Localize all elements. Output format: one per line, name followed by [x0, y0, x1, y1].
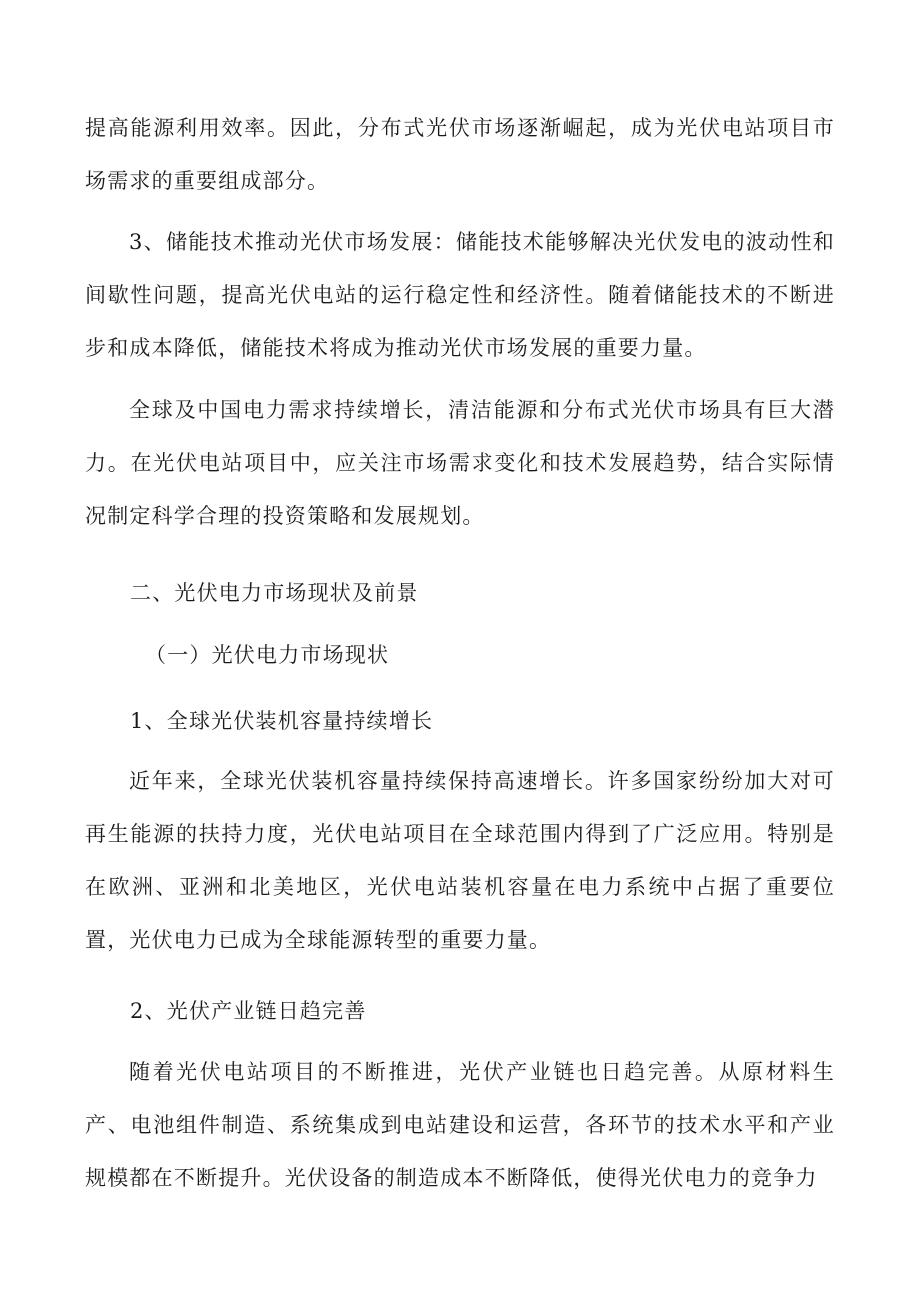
paragraph-demand-summary: 全球及中国电力需求持续增长，清洁能源和分布式光伏市场具有巨大潜力。在光伏电站项目中，应关注市场需求变化和技术发展趋势，结合实际情况制定科学合理的投资策略和发展规划。	[85, 398, 835, 528]
paragraph-global-capacity: 近年来，全球光伏装机容量持续保持高速增长。许多国家纷纷加大对可再生能源的扶持力度，光伏电站项目在全球范围内得到了广泛应用。特别是在欧洲、亚洲和北美地区，光伏电站装机容量在电力系统中占据了重要位置，光伏电力已成为全球能源转型的重要力量。	[85, 769, 835, 952]
paragraph-industry-chain: 随着光伏电站项目的不断推进，光伏产业链也日趋完善。从原材料生产、电池组件制造、系统集成到电站建设和运营，各环节的技术水平和产业规模都在不断提升。光伏设备的制造成本不断降低，使得光伏电力的竞争力	[85, 1060, 835, 1190]
subsection-heading: （一）光伏电力市场现状	[145, 643, 390, 667]
paragraph-energy-storage: 3、储能技术推动光伏市场发展：储能技术能够解决光伏发电的波动性和间歇性问题，提高光伏电站的运行稳定性和经济性。随着储能技术的不断进步和成本降低，储能技术将成为推动光伏市场发展的重要力量。	[85, 230, 835, 360]
paragraph-distributed-pv: 提高能源利用效率。因此，分布式光伏市场逐渐崛起，成为光伏电站项目市场需求的重要组成部分。	[85, 116, 835, 193]
item-heading-industry-chain: 2、光伏产业链日趋完善	[130, 999, 367, 1023]
item-heading-capacity-growth: 1、全球光伏装机容量持续增长	[130, 709, 434, 733]
section-heading: 二、光伏电力市场现状及前景	[130, 581, 419, 605]
